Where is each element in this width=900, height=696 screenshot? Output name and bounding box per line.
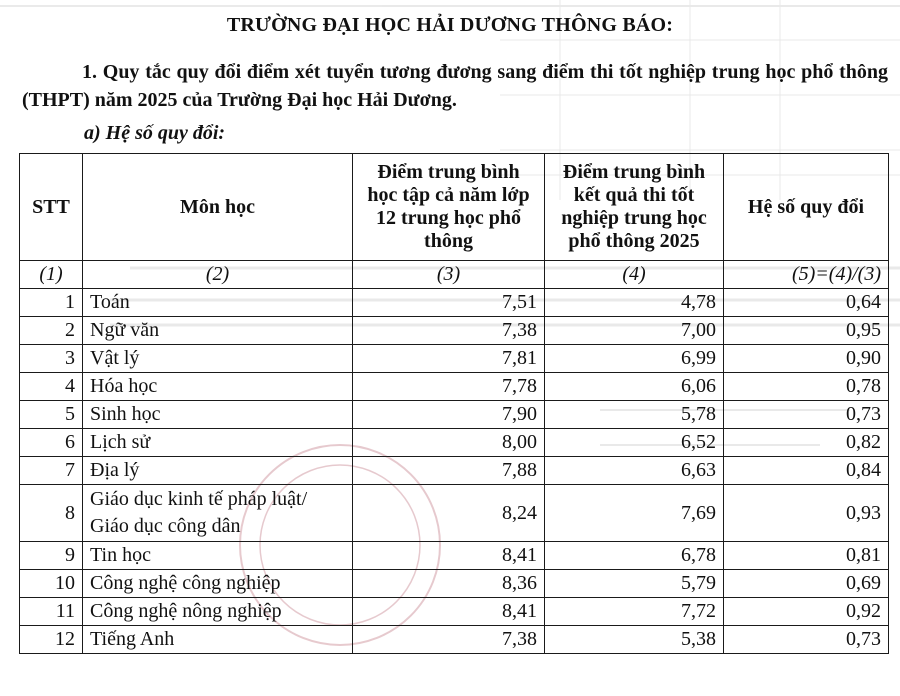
- stt-cell: 2: [20, 317, 83, 345]
- exam-cell: 6,99: [545, 345, 724, 373]
- stt-cell: 11: [20, 598, 83, 626]
- table-row: [20, 429, 889, 457]
- stt-cell: 7: [20, 457, 83, 485]
- subject-line-2: Giáo dục công dân: [90, 515, 241, 537]
- exam-cell: 5,38: [545, 626, 724, 654]
- table-row: [20, 542, 889, 570]
- coef-cell: 0,90: [724, 345, 889, 373]
- avg12-cell: 7,78: [353, 373, 545, 401]
- avg12-cell: 7,51: [353, 289, 545, 317]
- exam-cell: 4,78: [545, 289, 724, 317]
- header-exam-average: Điểm trung bình kết quả thi tốt nghiệp trung học phổ thông 2025: [545, 154, 724, 261]
- avg12-cell: 7,88: [353, 457, 545, 485]
- header-avg-grade12: Điểm trung bình học tập cả năm lớp 12 trung học phổ thông: [353, 154, 545, 261]
- stt-cell: 1: [20, 289, 83, 317]
- coef-cell: 0,84: [724, 457, 889, 485]
- index-cell: (3): [353, 261, 545, 289]
- avg12-cell: 8,41: [353, 598, 545, 626]
- column-index-row: [20, 261, 889, 289]
- index-cell: (4): [545, 261, 724, 289]
- exam-cell: 5,78: [545, 401, 724, 429]
- table-row: [20, 317, 889, 345]
- exam-cell: 7,72: [545, 598, 724, 626]
- subject-cell: Công nghệ công nghiệp: [83, 570, 353, 598]
- exam-cell: 6,78: [545, 542, 724, 570]
- stt-cell: 12: [20, 626, 83, 654]
- coef-cell: 0,73: [724, 626, 889, 654]
- exam-cell: 5,79: [545, 570, 724, 598]
- coef-cell: 0,92: [724, 598, 889, 626]
- stt-cell: 9: [20, 542, 83, 570]
- subheading-conversion-coefficient: a) Hệ số quy đổi:: [84, 122, 226, 144]
- subject-cell: Công nghệ nông nghiệp: [83, 598, 353, 626]
- avg12-cell: 8,00: [353, 429, 545, 457]
- table-row: [20, 485, 889, 542]
- exam-cell: 6,06: [545, 373, 724, 401]
- exam-cell: 6,52: [545, 429, 724, 457]
- table-row: [20, 345, 889, 373]
- subject-cell: Địa lý: [83, 457, 353, 485]
- section-1-text: 1. Quy tắc quy đổi điểm xét tuyển tương đương sang điểm thi tốt nghiệp trung học phổ thông (THPT) năm 2025 của Trường Đại học Hải Dương.: [22, 61, 888, 111]
- header-subject: Môn học: [83, 154, 353, 261]
- coef-cell: 0,81: [724, 542, 889, 570]
- avg12-cell: 7,38: [353, 626, 545, 654]
- avg12-cell: 8,36: [353, 570, 545, 598]
- coef-cell: 0,78: [724, 373, 889, 401]
- avg12-cell: 8,24: [353, 485, 545, 542]
- table-row: [20, 626, 889, 654]
- header-stt: STT: [20, 154, 83, 261]
- header-coefficient: Hệ số quy đổi: [724, 154, 889, 261]
- exam-cell: 7,00: [545, 317, 724, 345]
- stt-cell: 6: [20, 429, 83, 457]
- stt-cell: 10: [20, 570, 83, 598]
- coef-cell: 0,93: [724, 485, 889, 542]
- index-cell: (5)=(4)/(3): [724, 261, 889, 289]
- stt-cell: 4: [20, 373, 83, 401]
- avg12-cell: 7,38: [353, 317, 545, 345]
- table-row: [20, 401, 889, 429]
- subject-cell: Sinh học: [83, 401, 353, 429]
- index-cell: (1): [20, 261, 83, 289]
- index-cell: (2): [83, 261, 353, 289]
- conversion-table: [19, 153, 889, 654]
- subject-cell: Tin học: [83, 542, 353, 570]
- coef-cell: 0,95: [724, 317, 889, 345]
- coef-cell: 0,73: [724, 401, 889, 429]
- subject-cell: Hóa học: [83, 373, 353, 401]
- table-row: [20, 570, 889, 598]
- subject-cell: [83, 485, 353, 542]
- coef-cell: 0,69: [724, 570, 889, 598]
- table-row: [20, 373, 889, 401]
- table-row: [20, 598, 889, 626]
- exam-cell: 6,63: [545, 457, 724, 485]
- table-row: [20, 289, 889, 317]
- announcement-heading: TRƯỜNG ĐẠI HỌC HẢI DƯƠNG THÔNG BÁO:: [226, 14, 674, 36]
- coef-cell: 0,64: [724, 289, 889, 317]
- subject-cell: Lịch sử: [83, 429, 353, 457]
- subject-cell: Tiếng Anh: [83, 626, 353, 654]
- stt-cell: 3: [20, 345, 83, 373]
- exam-cell: 7,69: [545, 485, 724, 542]
- coef-cell: 0,82: [724, 429, 889, 457]
- subject-cell: Toán: [83, 289, 353, 317]
- stt-cell: 5: [20, 401, 83, 429]
- subject-cell: Vật lý: [83, 345, 353, 373]
- table-row: [20, 457, 889, 485]
- stt-cell: 8: [20, 485, 83, 542]
- subject-line-1: Giáo dục kinh tế pháp luật/: [90, 488, 308, 510]
- avg12-cell: 7,90: [353, 401, 545, 429]
- subject-cell: Ngữ văn: [83, 317, 353, 345]
- avg12-cell: 7,81: [353, 345, 545, 373]
- avg12-cell: 8,41: [353, 542, 545, 570]
- table-header-row: [20, 154, 889, 261]
